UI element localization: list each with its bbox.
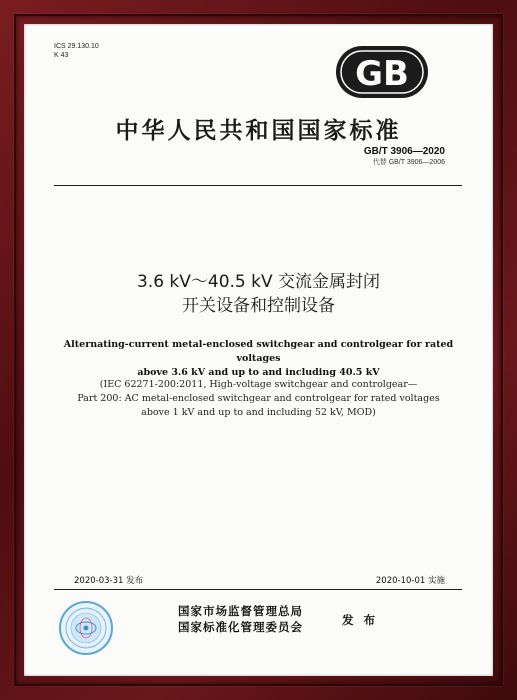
- issuer-line1: 国家市场监督管理总局: [178, 604, 303, 618]
- standard-number: GB/T 3906—2020: [363, 146, 445, 157]
- footer-divider: [54, 589, 462, 590]
- iec-reference-line1: (IEC 62271-200:2011, High-voltage switchgear and controlgear—: [99, 379, 418, 390]
- national-standard-title: 中华人民共和国国家标准: [115, 118, 402, 144]
- classification-codes: [54, 42, 99, 60]
- replaces-note: 代替 GB/T 3906—2006: [372, 159, 445, 166]
- iec-reference-line3: above 1 kV and up to and including 52 kV, MOD): [141, 407, 376, 418]
- anti-counterfeit-seal-icon: [58, 600, 114, 656]
- issuing-authorities: [178, 603, 303, 635]
- iec-reference-line2: Part 200: AC metal-enclosed switchgear and controlgear for rated voltages: [77, 393, 440, 404]
- chinese-title-line2: 开关设备和控制设备: [182, 296, 335, 316]
- ics-code: ICS 29.130.10: [54, 43, 99, 50]
- effective-date: 2020-10-01 实施: [375, 576, 445, 586]
- english-title: [48, 338, 469, 380]
- iec-reference: [48, 378, 469, 420]
- gb-logo-text: GB: [355, 54, 409, 94]
- chinese-title-line1: 3.6 kV～40.5 kV 交流金属封闭: [136, 272, 381, 292]
- chinese-title: [30, 270, 487, 318]
- gb-logo: [334, 44, 430, 100]
- publish-date: 2020-03-31 发布: [74, 576, 144, 586]
- publish-action-label: 发 布: [342, 613, 379, 627]
- issuer-line2: 国家标准化管理委员会: [178, 620, 303, 634]
- header-divider: [54, 185, 462, 186]
- standard-number-block: [364, 146, 445, 167]
- english-title-line1: Alternating-current metal-enclosed switchgear and controlgear for rated voltages: [63, 339, 454, 364]
- ccs-code: K 43: [54, 52, 69, 59]
- english-title-line2: above 3.6 kV and up to and including 40.5 kV: [137, 367, 380, 378]
